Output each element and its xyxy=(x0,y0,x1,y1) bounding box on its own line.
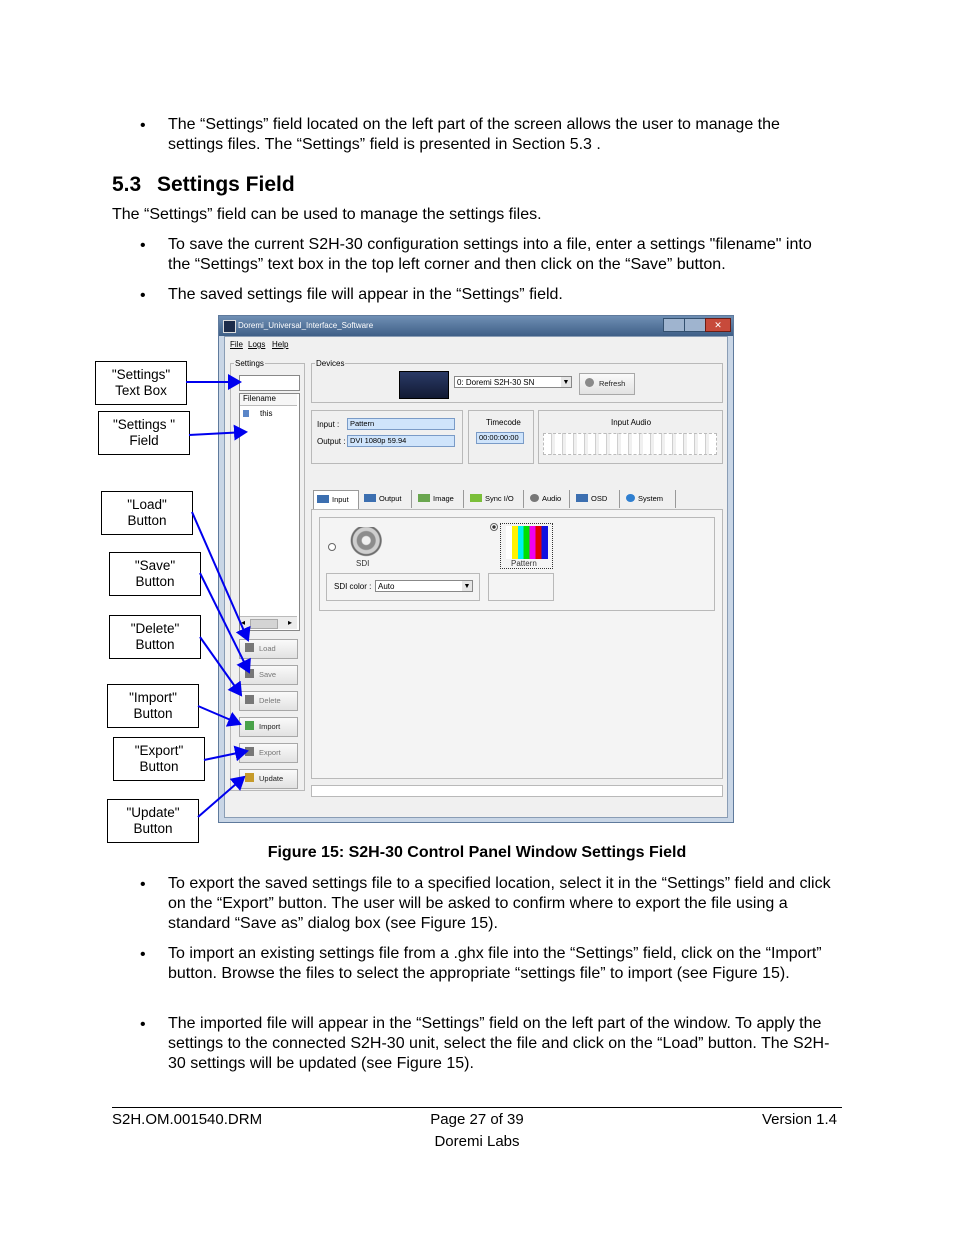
tab-input-label: Input xyxy=(332,495,349,504)
delete-button[interactable] xyxy=(239,691,298,711)
tab-sync-io[interactable] xyxy=(467,490,524,508)
bullet-save-settings: To save the current S2H-30 configuration settings into a file, enter a settings "filename" into the “Settings” text box in the top left corner and then click on the “Save” button. xyxy=(168,236,812,273)
scroll-left-icon[interactable]: ◂ xyxy=(241,618,246,627)
callout-delete-button: "Delete" Button xyxy=(109,615,201,659)
maximize-icon[interactable] xyxy=(684,318,706,332)
load-label: Load xyxy=(259,644,276,653)
window-title: Doremi_Universal_Interface_Software xyxy=(238,321,374,330)
tab-image-label: Image xyxy=(433,494,454,503)
delete-label: Delete xyxy=(259,696,281,705)
callout-load-button: "Load" Button xyxy=(101,491,193,535)
refresh-icon xyxy=(585,378,594,387)
pattern-radio[interactable] xyxy=(490,523,498,531)
tab-image[interactable] xyxy=(415,490,464,508)
footer-company: Doremi Labs xyxy=(434,1133,520,1150)
timecode-value: 00:00:00:00 xyxy=(479,433,519,442)
tab-audio-label: Audio xyxy=(542,494,562,503)
file-icon xyxy=(243,410,249,417)
output-field[interactable] xyxy=(347,435,455,447)
settings-label: Settings xyxy=(235,359,264,368)
save-button[interactable] xyxy=(239,665,298,685)
timecode-label: Timecode xyxy=(486,418,521,427)
sdi-radio[interactable] xyxy=(328,543,336,551)
callout-save-button: "Save" Button xyxy=(109,552,201,596)
bullet-saved-file: The saved settings file will appear in the “Settings” field. xyxy=(168,286,563,303)
minimize-icon[interactable] xyxy=(663,318,685,332)
save-label: Save xyxy=(259,670,277,679)
sdi-color-value: Auto xyxy=(378,582,395,591)
pattern-options-box xyxy=(488,573,554,601)
audio-meters xyxy=(543,433,717,455)
device-select-value: 0: Doremi S2H-30 SN xyxy=(457,378,535,387)
bullet-import: To import an existing settings file from a .ghx file into the “Settings” field, click on the “Import” button. Browse the files to select the appropriate “settings file” to import (see Figure 15). xyxy=(168,945,822,982)
audio-tab-icon xyxy=(530,494,539,502)
devices-label: Devices xyxy=(316,359,345,368)
app-icon xyxy=(223,320,236,333)
menu-help[interactable]: Help xyxy=(272,340,289,349)
import-button[interactable] xyxy=(239,717,298,737)
import-label: Import xyxy=(259,722,281,731)
scroll-thumb[interactable] xyxy=(250,619,278,629)
tab-sync-io-label: Sync I/O xyxy=(485,494,514,503)
sdi-label: SDI xyxy=(356,559,370,568)
callout-settings-text-box: "Settings" Text Box xyxy=(95,361,187,405)
sdi-color-label: SDI color : xyxy=(334,582,372,591)
status-bar xyxy=(311,785,723,797)
file-item[interactable]: this xyxy=(260,409,273,418)
bullet-symbol: • xyxy=(140,1016,146,1033)
close-icon[interactable]: ✕ xyxy=(705,318,731,332)
chevron-down-icon: ▼ xyxy=(463,583,471,590)
tab-output-label: Output xyxy=(379,494,402,503)
export-icon xyxy=(245,747,254,756)
callout-import-button: "Import" Button xyxy=(107,684,199,728)
menu-file[interactable]: File xyxy=(230,340,243,349)
settings-text-box[interactable] xyxy=(239,375,300,391)
tab-audio[interactable] xyxy=(527,490,570,508)
callout-update-button: "Update" Button xyxy=(107,799,199,843)
tab-output[interactable] xyxy=(361,490,412,508)
pattern-option[interactable] xyxy=(500,523,553,569)
bullet-symbol: • xyxy=(140,237,146,254)
device-select[interactable] xyxy=(454,376,572,388)
sdi-color-select[interactable] xyxy=(375,580,473,592)
input-field[interactable] xyxy=(347,418,455,430)
save-icon xyxy=(245,669,254,678)
bullet-imported-file: The imported file will appear in the “Settings” field on the left part of the window. To apply the settings to the connected S2H-30 unit, select the file and click on the “Load” button. The S2H-30 settings will be updated (see Figure 15). xyxy=(168,1015,830,1072)
update-label: Update xyxy=(259,774,284,783)
timecode-field xyxy=(476,432,524,444)
input-label: Input : xyxy=(317,420,340,429)
load-icon xyxy=(245,643,254,652)
input-field-value: Pattern xyxy=(350,419,375,428)
screenshot-window xyxy=(218,315,734,823)
color-bars-icon xyxy=(506,526,548,559)
figure-caption: Figure 15: S2H-30 Control Panel Window Settings Field xyxy=(267,844,687,861)
filename-header-label: Filename xyxy=(243,394,276,403)
update-icon xyxy=(245,773,254,782)
footer-version: Version 1.4 xyxy=(761,1111,837,1128)
tab-system-label: System xyxy=(638,494,664,503)
menu-logs[interactable]: Logs xyxy=(248,340,266,349)
osd-tab-icon xyxy=(576,494,588,502)
section-title: Settings Field xyxy=(157,173,295,196)
bullet-symbol: • xyxy=(140,946,146,963)
footer-page: Page 27 of 39 xyxy=(430,1111,524,1128)
scroll-right-icon[interactable]: ▸ xyxy=(288,618,293,627)
footer-rule xyxy=(112,1107,842,1108)
sdi-connector-icon xyxy=(341,527,383,557)
output-tab-icon xyxy=(364,494,376,502)
device-image-icon xyxy=(399,371,449,399)
footer-doc-id: S2H.OM.001540.DRM xyxy=(112,1111,263,1128)
tab-osd[interactable] xyxy=(573,490,620,508)
intro-paragraph: The “Settings” field located on the left part of the screen allows the user to manage the settings files. The “Settings” field is presented in Section 5.3 . xyxy=(168,116,780,153)
output-label: Output : xyxy=(317,437,346,446)
input-audio-label: Input Audio xyxy=(611,418,652,427)
delete-icon xyxy=(245,695,254,704)
refresh-button[interactable] xyxy=(579,373,635,395)
output-field-value: DVI 1080p 59.94 xyxy=(350,436,407,445)
window-body xyxy=(224,336,728,818)
horizontal-scrollbar[interactable] xyxy=(240,616,297,629)
input-tab-icon xyxy=(317,495,329,503)
update-button[interactable] xyxy=(239,769,298,789)
title-bar xyxy=(219,316,733,336)
lead-paragraph: The “Settings” field can be used to manage the settings files. xyxy=(112,206,542,223)
callout-export-button: "Export" Button xyxy=(113,737,205,781)
import-icon xyxy=(245,721,254,730)
refresh-label: Refresh xyxy=(599,379,626,388)
chevron-down-icon: ▼ xyxy=(562,379,570,386)
export-label: Export xyxy=(259,748,281,757)
bullet-symbol: • xyxy=(140,287,146,304)
bullet-export: To export the saved settings file to a specified location, select it in the “Settings” field and click on the “Export” button. The user will be asked to confirm where to export the file using a standard “Save as” dialog box (see Figure 15). xyxy=(168,875,831,932)
tab-osd-label: OSD xyxy=(591,494,608,503)
section-number: 5.3 xyxy=(112,173,142,196)
load-button[interactable] xyxy=(239,639,298,659)
callout-settings-field: "Settings " Field xyxy=(98,411,190,455)
system-tab-icon xyxy=(626,494,635,502)
image-tab-icon xyxy=(418,494,430,502)
export-button[interactable] xyxy=(239,743,298,763)
filename-column-header[interactable] xyxy=(240,394,297,406)
settings-file-list[interactable] xyxy=(239,393,300,631)
tab-input[interactable] xyxy=(313,490,359,510)
sync-tab-icon xyxy=(470,494,482,502)
pattern-label: Pattern xyxy=(511,559,537,568)
bullet-symbol: • xyxy=(140,876,146,893)
bullet-symbol: • xyxy=(140,117,146,134)
tab-system[interactable] xyxy=(623,490,676,508)
